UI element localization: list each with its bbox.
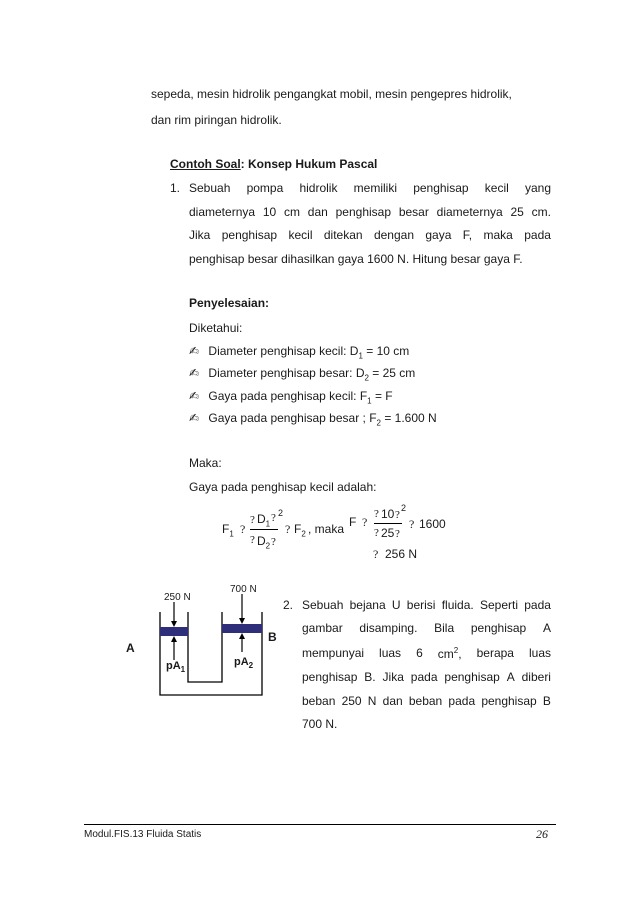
formula-q: ? [395,509,400,521]
footer-left: Modul.FIS.13 Fluida Statis [84,829,202,840]
formula-q: ? [250,534,255,546]
q2-line-4 [302,670,551,684]
known-label: Diketahui: [189,321,243,335]
known-item-1: ✍ Diameter penghisap kecil: $D_1 = 10$ cm [189,344,410,361]
q1-number: 1. [170,181,181,195]
word: pompa [246,181,284,195]
word: bejana [349,598,386,612]
formula-maka: , maka [308,522,345,536]
formula-num25: 25 [381,526,395,540]
word: pada [524,598,551,612]
word: penghisap [413,181,469,195]
formula-exp: 2 [401,503,407,513]
example-heading-underlined: Contoh Soal [170,157,241,171]
formula-num10: 10 [381,507,395,521]
then-label: Maka: [189,456,222,470]
page-number: 26 [536,827,548,841]
q1-line-4: penghisap besar dihasilkan gaya 1600 N. Hitung besar gaya F. [189,252,523,266]
word: gambar [302,621,343,635]
q1-line-1 [189,181,551,195]
word: yang [524,181,551,195]
word: maka [483,228,513,242]
formula-1600: 1600 [419,517,446,531]
footer-rule [84,824,556,825]
u-tube-diagram [120,582,280,702]
writing-hand-icon: ✍ [189,344,200,358]
label-a: A [126,641,135,655]
word: Sebuah [189,181,231,195]
example-heading-rest: : Konsep Hukum Pascal [240,157,378,171]
formula-q: ? [271,512,276,524]
known-item-3: ✍ Gaya pada penghisap kecil: $F_1 = F$ [189,389,393,406]
word: kecil [288,228,313,242]
word: 250 [341,694,362,708]
word: penghisap [481,694,537,708]
word: dan [307,205,328,219]
formula-q: ? [250,514,255,526]
word: A [542,621,551,635]
word: diameternya [189,205,256,219]
word: penghisap [335,205,392,219]
q1-line-3 [189,228,551,242]
word: pada [524,228,551,242]
piston-b [222,624,262,633]
formula-f1: $F_1$ [222,522,234,539]
formula-f2: $F_2$ [294,522,306,539]
q2-line-5 [302,694,551,708]
word: A [506,670,515,684]
word: berisi [406,598,436,612]
formula-q: ? [362,515,368,529]
word: memiliki [353,181,397,195]
formula-q: ? [395,528,400,540]
label-b: B [268,630,277,644]
word: disamping. [359,621,418,635]
word: pada [448,694,476,708]
word: ditekan [323,228,363,242]
formula-q: ? [374,508,379,520]
word: U [391,598,401,612]
word: penghisap [470,621,527,635]
word: diberi [521,670,551,684]
piston-a [160,627,188,636]
pressure-a1-label: $pA_1$ [166,660,186,675]
word: kecil [484,181,509,195]
word: penghisap [302,670,358,684]
word: Sebuah [302,598,344,612]
word: B. [364,670,376,684]
word: hidrolik [299,181,338,195]
word: Seperti [479,598,519,612]
formula-q: ? [240,522,246,536]
formula-d1: $D_1$ [257,512,271,529]
formula-d2: $D_2$ [257,534,271,551]
q2-line-6: 700 N. [302,717,338,731]
word: F, [462,228,473,242]
force-label: Gaya pada penghisap kecil adalah: [189,480,377,494]
writing-hand-icon: ✍ [189,389,200,403]
word: 25 [510,205,524,219]
solution-heading: Penyelesaian: [189,296,270,310]
formula-q: ? [285,522,291,536]
force-left-label: 250 N [164,592,191,603]
word: cm. [531,205,551,219]
word: beban [302,694,336,708]
q2-line-2 [302,621,551,635]
known-item-4: ✍ Gaya pada penghisap besar ; $F_2 = 1.600$ N [189,411,437,428]
formula-exp: 2 [278,508,284,518]
formula-result: 256 N [385,547,418,561]
writing-hand-icon: ✍ [189,366,200,380]
word: gaya [425,228,452,242]
word: Bila [434,621,455,635]
word: pada [410,670,438,684]
q1-line-2 [189,205,551,219]
fraction-bar [374,523,402,524]
formula-q: ? [409,517,415,531]
word: besar [398,205,429,219]
force-right-label: 700 N [230,584,257,595]
word: N [367,694,377,708]
word: diameternya [436,205,503,219]
formula-q: ? [373,547,379,561]
fraction-bar [250,529,278,530]
example-heading [170,157,377,171]
q2-line-1 [302,598,551,612]
intro-line-1: sepeda, mesin hidrolik pengangkat mobil, mesin pengepres hidrolik, [151,87,512,101]
word: dengan [373,228,414,242]
word: B [542,694,551,708]
word: dan [382,694,403,708]
q2-line-3: mempunyai luas 6 $cm^2$, berapa luas [302,646,551,661]
word: 10 [262,205,277,219]
writing-hand-icon: ✍ [189,411,200,425]
formula-q: ? [271,536,276,548]
word: penghisap [221,228,278,242]
word: Jika [189,228,211,242]
word: beban [408,694,443,708]
formula-q: ? [374,527,379,539]
intro-line-2: dan rim piringan hidrolik. [151,113,282,127]
q2-number: 2. [283,598,294,612]
word: penghisap [444,670,500,684]
pressure-a2-label: $pA_2$ [234,656,254,671]
formula-f: F [349,515,357,529]
known-item-2: ✍ Diameter penghisap besar: $D_2 = 25$ cm [189,366,416,383]
word: Jika [382,670,404,684]
word: fluida. [441,598,474,612]
word: cm [284,205,300,219]
